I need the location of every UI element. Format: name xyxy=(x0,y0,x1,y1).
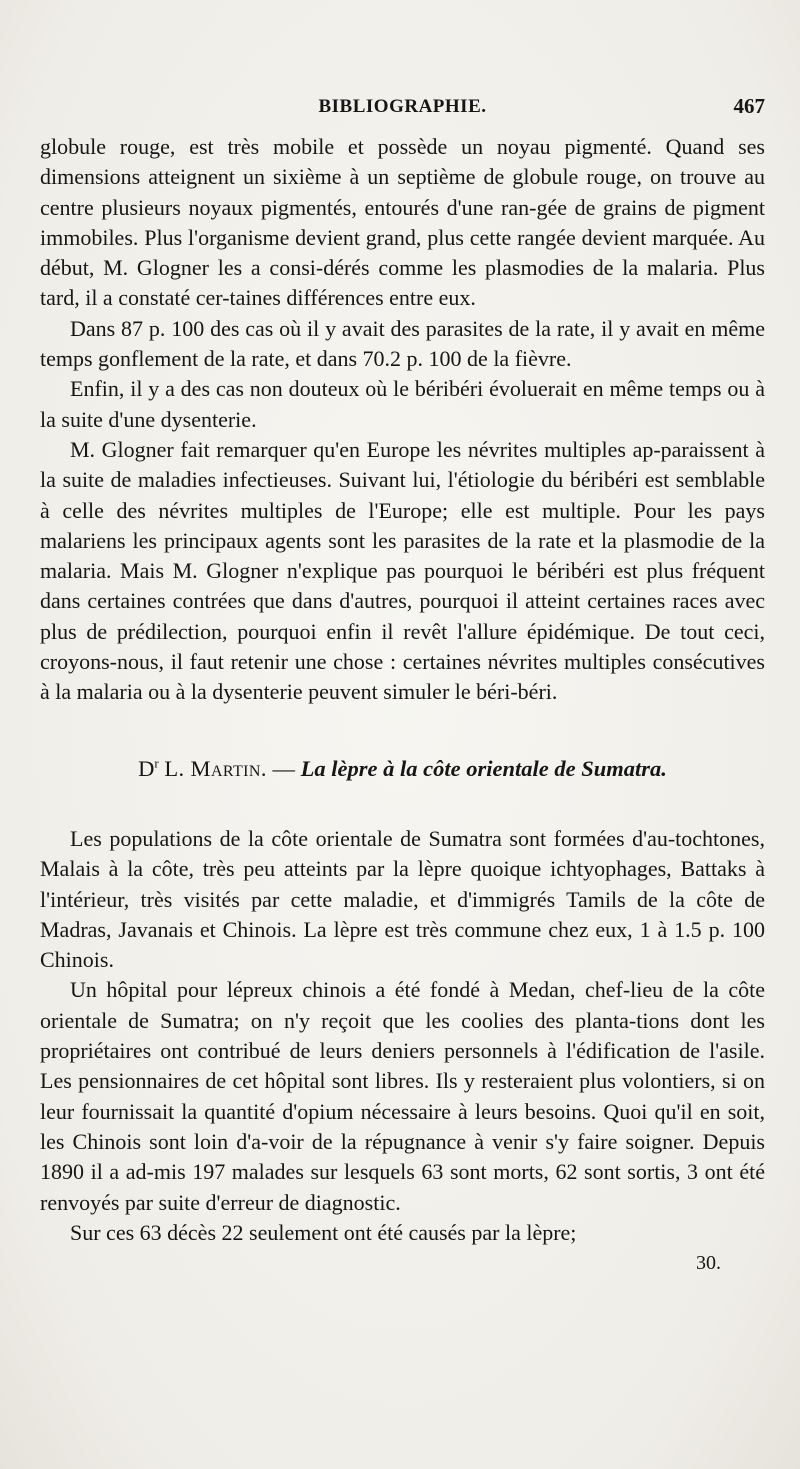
heading-dash: — xyxy=(272,755,296,781)
signature-mark: 30. xyxy=(696,1252,721,1275)
paragraph-6: Un hôpital pour lépreux chinois a été fondé à Medan, chef-lieu de la côte orientale de Sumatra; on n'y reçoit que les coolies des planta-tions dont les propriétaires ont contribué de leurs deniers personnels à l'édification de l'asile. Les pensionnaires de cet hôpital sont libres. Ils y resteraient plus volontiers, si on leur fournissait la quantité d'opium nécessaire à leurs besoins. Quoi qu'il en soit, les Chinois sont loin d'a-voir de la répugnance à venir s'y faire soigner. Depuis 1890 il a ad-mis 197 malades sur lesquels 63 sont morts, 62 sont sortis, 3 ont été renvoyés par suite d'erreur de diagnostic. xyxy=(40,977,765,1215)
paragraph-7: Sur ces 63 décès 22 seulement ont été causés par la lèpre; xyxy=(70,1219,577,1245)
paragraph-1: globule rouge, est très mobile et possède un noyau pigmenté. Quand ses dimensions atteignent un sixième à un septième de globule rouge, on trouve au centre plusieurs noyaux pigmentés, entourés d'une ran-gée de grains de pigment immobiles. Plus l'organisme devient grand, plus cette rangée devient marquée. Au début, M. Glogner les a consi-dérés comme les plasmodies de la malaria. Plus tard, il a constaté cer-taines différences entre eux. xyxy=(40,134,765,311)
paragraph-3: Enfin, il y a des cas non douteux où le béribéri évoluerait en même temps ou à la suite d'une dysenterie. xyxy=(40,376,765,432)
page-header xyxy=(40,92,765,124)
running-title: BIBLIOGRAPHIE. xyxy=(318,96,487,117)
paragraph-2: Dans 87 p. 100 des cas où il y avait des parasites de la rate, il y avait en même temps gonflement de la rate, et dans 70.2 p. 100 de la fièvre. xyxy=(40,315,765,372)
page-body xyxy=(40,132,765,1276)
section-heading xyxy=(40,754,765,784)
paragraph-5: Les populations de la côte orientale de Sumatra sont formées d'au-tochtones, Malais à la côte, très peu atteints par la lèpre quoique ichtyophages, Battaks à l'intérieur, très visités par cette maladie, et d'immigrés Tamils de la côte de Madras, Javanais et Chinois. La lèpre est très commune chez eux, 1 à 1.5 p. 100 Chinois. xyxy=(40,825,765,973)
article-title: La lèpre à la côte orientale de Sumatra. xyxy=(300,755,667,781)
page-number: 467 xyxy=(733,94,765,118)
author-prefix: D xyxy=(138,755,155,781)
author-sup: r xyxy=(154,755,159,771)
paragraph-4: M. Glogner fait remarquer qu'en Europe les névrites multiples ap-paraissent à la suite de maladies infectieuses. Suivant lui, l'étiologie du béribéri est semblable à celle des névrites multiples de l'Europe; elle est multiple. Pour les pays malariens les principaux agents sont les parasites de la rate et la plasmodie de la malaria. Mais M. Glogner n'explique pas pourquoi le béribéri est plus fréquent dans certaines contrées que dans d'autres, pourquoi il atteint certaines races avec plus de prédilection, pourquoi enfin il revêt l'allure épidémique. De tout ceci, croyons-nous, il faut retenir une chose : certaines névrites multiples consécutives à la malaria ou à la dysenterie peuvent simuler le béri-béri. xyxy=(40,436,765,705)
author-name: L. Martin. xyxy=(164,755,267,781)
